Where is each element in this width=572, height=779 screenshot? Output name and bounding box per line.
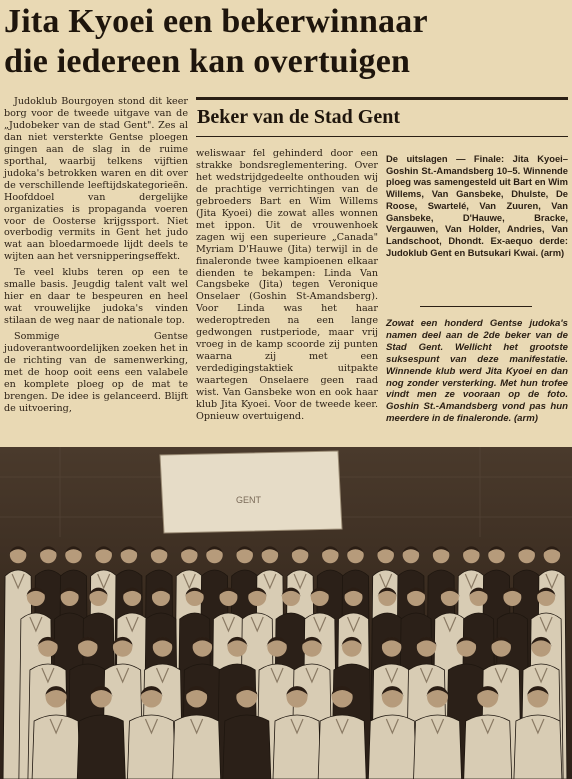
- subhead-bottom-rule: [196, 136, 568, 137]
- photo-caption: Zowat een honderd Gentse judoka's namen deel aan de 2de beker van de Stad Gent. Wellicht het grootste suksespunt van deze manifestatie. Winnende klub werd Jita Kyoei en dan nog zonder versterking. Met hun trofee vindt men ze vooraan op de foto. Goshin St.-Amandsberg vond pas hun meerdere in de finaleronde. (arm): [386, 318, 568, 425]
- results-separator: [420, 306, 532, 307]
- banner: [160, 451, 342, 533]
- person-body: [223, 715, 271, 779]
- column1-paragraph-3: Sommige Gentse judoverantwoordelijken zoeken het in de richting van de samenwerking, met de hoop ooit eens een valabele en komplete ploeg op de mat te brengen. De idee is gelanceerd. Blijft de uitvoering,: [4, 331, 188, 414]
- person-body: [77, 715, 125, 779]
- person-body: [127, 715, 175, 779]
- column2-paragraph-1: weliswaar fel gehinderd door een strakke bondsreglementering. Over het wedstrijdgedeelte onthouden wij de prachtige verrichtingen van de gebroeders Bart en Wim Willems (Jita Kyoei) die zowat alles wonnen met ippon. Uit de vrouwenhoek zagen wij een superieure „Canada" Myriam D'Hauwe (Jita) terwijl in de finaleronde twee kampioenen elkaar dienden te bekampen: Linda Van Cangsbeke (Jita) tegen Veronique Onselaer (Goshin St-Amandsberg). Voor Linda was het haar wederoptreden na een lange gedwongen rustperiode, maar vrij vroeg in de kamp scoorde zij punten waarna zij met een verdedigingstaktiek uitpakte waartegen Onselaere geen raad wist. Van Gansbeke won en ook haar klub Jita Kyoei. Voor de tweede keer. Opnieuw overtuigend.: [196, 148, 378, 422]
- person-body: [273, 715, 321, 779]
- banner-text: GENT: [236, 495, 262, 505]
- column1-paragraph-2: Te veel klubs teren op een te smalle basis. Jeugdig talent valt wel hier en daar te bespeuren en heel wat vrouwelijke judoka's vinden stilaan de weg naar de nationale top.: [4, 267, 188, 327]
- person-body: [32, 715, 80, 779]
- headline-line-2: die iedereen kan overtuigen: [4, 43, 411, 80]
- headline-line-1: Jita Kyoei een bekerwinnaar: [4, 3, 428, 40]
- person-body: [318, 715, 366, 779]
- team-photo: [0, 447, 572, 779]
- person-body: [173, 715, 221, 779]
- person-body: [414, 715, 462, 779]
- article-column-2: [196, 148, 378, 423]
- person-body: [464, 715, 512, 779]
- results-box: De uitslagen — Finale: Jita Kyoei–Goshin St.-Amandsberg 10–5. Winnende ploeg was samengesteld uit Bart en Wim Willems, Van Gansbeke, Dhulste, De Roose, Swartelé, Van Zuuren, Van Gansbeke, D'Hauwe, Bracke, Vergauwen, Van Holder, Andries, Van Landschoot, Dhondt. Ex-aequo derde: Judoklub Gent en Butsukari Kwai. (arm): [386, 153, 568, 258]
- column1-paragraph-1: Judoklub Bourgoyen stond dit keer borg voor de tweede uitgave van de „Judobeker van de stad Gent". Zes al dan niet versterkte Gentse ploegen gingen aan de slag in de ruime sporthal, waarbij telkens vijftien judoka's betrokken waren en dit over de verschillende leeftijdskategorieën. Hoofddoel van dergelijke organizaties is propaganda voeren voor de Oosterse krijgssport. Niet overbodig vermits in Gent het judo wat aan bloedarmoede lijdt deels te wijten aan het versnipperingseffekt.: [4, 96, 188, 263]
- person-body: [368, 715, 416, 779]
- team-photo-illustration: [0, 447, 572, 779]
- subhead-top-rule: [196, 97, 568, 100]
- article-subhead: Beker van de Stad Gent: [197, 106, 400, 128]
- article-column-1: [4, 96, 188, 415]
- article-headline: [4, 2, 568, 82]
- person-body: [514, 715, 562, 779]
